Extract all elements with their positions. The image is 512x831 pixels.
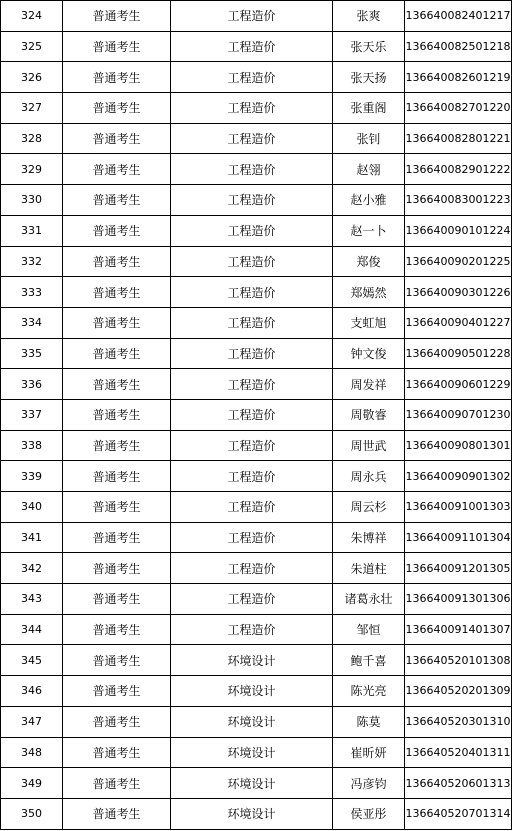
table-row	[1, 430, 512, 461]
exam-id-cell: 136640091101304	[405, 522, 512, 553]
row-number-cell: 342	[1, 553, 63, 584]
major-cell: 工程造价	[171, 62, 333, 93]
candidate-type-cell: 普通考生	[63, 215, 171, 246]
row-number-cell: 337	[1, 399, 63, 430]
major-cell: 工程造价	[171, 553, 333, 584]
candidate-name-cell: 郑俊	[333, 246, 405, 277]
candidate-name-cell: 周世武	[333, 430, 405, 461]
candidate-type-cell: 普通考生	[63, 93, 171, 124]
major-cell: 工程造价	[171, 31, 333, 62]
table-row	[1, 399, 512, 430]
candidate-type-cell: 普通考生	[63, 123, 171, 154]
exam-id-cell: 136640090401227	[405, 307, 512, 338]
candidate-type-cell: 普通考生	[63, 246, 171, 277]
row-number-cell: 330	[1, 185, 63, 216]
table-row	[1, 584, 512, 615]
table-row	[1, 676, 512, 707]
major-cell: 工程造价	[171, 277, 333, 308]
candidate-name-cell: 赵小雅	[333, 185, 405, 216]
exam-id-cell: 136640520201309	[405, 676, 512, 707]
major-cell: 工程造价	[171, 154, 333, 185]
major-cell: 工程造价	[171, 369, 333, 400]
candidate-type-cell: 普通考生	[63, 798, 171, 829]
exam-id-cell: 136640520601313	[405, 768, 512, 799]
candidate-name-cell: 朱博祥	[333, 522, 405, 553]
exam-id-cell: 136640090501228	[405, 338, 512, 369]
row-number-cell: 336	[1, 369, 63, 400]
table-row	[1, 553, 512, 584]
exam-id-cell: 136640082501218	[405, 31, 512, 62]
exam-id-cell: 136640082601219	[405, 62, 512, 93]
row-number-cell: 333	[1, 277, 63, 308]
table-row	[1, 62, 512, 93]
major-cell: 工程造价	[171, 185, 333, 216]
table-row	[1, 246, 512, 277]
exam-id-cell: 136640082701220	[405, 93, 512, 124]
candidate-table-body	[1, 1, 512, 830]
candidate-type-cell: 普通考生	[63, 706, 171, 737]
major-cell: 工程造价	[171, 307, 333, 338]
table-row	[1, 645, 512, 676]
table-row	[1, 768, 512, 799]
row-number-cell: 326	[1, 62, 63, 93]
major-cell: 工程造价	[171, 1, 333, 32]
major-cell: 工程造价	[171, 215, 333, 246]
table-row	[1, 461, 512, 492]
row-number-cell: 340	[1, 492, 63, 523]
major-cell: 工程造价	[171, 522, 333, 553]
exam-id-cell: 136640090201225	[405, 246, 512, 277]
major-cell: 环境设计	[171, 706, 333, 737]
row-number-cell: 334	[1, 307, 63, 338]
candidate-type-cell: 普通考生	[63, 614, 171, 645]
row-number-cell: 325	[1, 31, 63, 62]
candidate-name-cell: 鲍千喜	[333, 645, 405, 676]
candidate-type-cell: 普通考生	[63, 369, 171, 400]
exam-id-cell: 136640520301310	[405, 706, 512, 737]
candidate-name-cell: 崔昕妍	[333, 737, 405, 768]
major-cell: 环境设计	[171, 768, 333, 799]
row-number-cell: 328	[1, 123, 63, 154]
table-row	[1, 93, 512, 124]
exam-id-cell: 136640091301306	[405, 584, 512, 615]
exam-id-cell: 136640520101308	[405, 645, 512, 676]
candidate-name-cell: 赵一卜	[333, 215, 405, 246]
exam-id-cell: 136640520401311	[405, 737, 512, 768]
major-cell: 工程造价	[171, 614, 333, 645]
candidate-type-cell: 普通考生	[63, 461, 171, 492]
candidate-name-cell: 周云杉	[333, 492, 405, 523]
candidate-name-cell: 冯彦钧	[333, 768, 405, 799]
candidate-type-cell: 普通考生	[63, 584, 171, 615]
exam-id-cell: 136640520701314	[405, 798, 512, 829]
candidate-type-cell: 普通考生	[63, 399, 171, 430]
row-number-cell: 346	[1, 676, 63, 707]
row-number-cell: 335	[1, 338, 63, 369]
table-row	[1, 706, 512, 737]
row-number-cell: 324	[1, 1, 63, 32]
table-row	[1, 614, 512, 645]
candidate-name-cell: 侯亚彤	[333, 798, 405, 829]
row-number-cell: 347	[1, 706, 63, 737]
row-number-cell: 341	[1, 522, 63, 553]
candidate-type-cell: 普通考生	[63, 185, 171, 216]
table-row	[1, 369, 512, 400]
table-row	[1, 123, 512, 154]
row-number-cell: 345	[1, 645, 63, 676]
exam-id-cell: 136640090301226	[405, 277, 512, 308]
exam-id-cell: 136640090601229	[405, 369, 512, 400]
table-row	[1, 31, 512, 62]
candidate-name-cell: 张天乐	[333, 31, 405, 62]
exam-id-cell: 136640090101224	[405, 215, 512, 246]
candidate-type-cell: 普通考生	[63, 62, 171, 93]
row-number-cell: 339	[1, 461, 63, 492]
candidate-name-cell: 郑嫣然	[333, 277, 405, 308]
row-number-cell: 343	[1, 584, 63, 615]
exam-id-cell: 136640090701230	[405, 399, 512, 430]
candidate-type-cell: 普通考生	[63, 645, 171, 676]
table-row	[1, 522, 512, 553]
candidate-type-cell: 普通考生	[63, 277, 171, 308]
candidate-name-cell: 钟文俊	[333, 338, 405, 369]
row-number-cell: 331	[1, 215, 63, 246]
candidate-name-cell: 朱道柱	[333, 553, 405, 584]
candidate-type-cell: 普通考生	[63, 492, 171, 523]
row-number-cell: 350	[1, 798, 63, 829]
candidate-name-cell: 周永兵	[333, 461, 405, 492]
candidate-type-cell: 普通考生	[63, 430, 171, 461]
exam-id-cell: 136640082801221	[405, 123, 512, 154]
row-number-cell: 338	[1, 430, 63, 461]
row-number-cell: 349	[1, 768, 63, 799]
exam-id-cell: 136640082401217	[405, 1, 512, 32]
candidate-type-cell: 普通考生	[63, 31, 171, 62]
candidate-type-cell: 普通考生	[63, 737, 171, 768]
candidate-name-cell: 周发祥	[333, 369, 405, 400]
major-cell: 工程造价	[171, 399, 333, 430]
candidate-name-cell: 张钊	[333, 123, 405, 154]
table-row	[1, 277, 512, 308]
major-cell: 工程造价	[171, 123, 333, 154]
table-row	[1, 154, 512, 185]
row-number-cell: 327	[1, 93, 63, 124]
exam-id-cell: 136640091401307	[405, 614, 512, 645]
candidate-name-cell: 陈光亮	[333, 676, 405, 707]
candidate-name-cell: 张天扬	[333, 62, 405, 93]
row-number-cell: 348	[1, 737, 63, 768]
candidate-name-cell: 陈莫	[333, 706, 405, 737]
row-number-cell: 329	[1, 154, 63, 185]
major-cell: 环境设计	[171, 737, 333, 768]
candidate-type-cell: 普通考生	[63, 676, 171, 707]
candidate-type-cell: 普通考生	[63, 768, 171, 799]
exam-id-cell: 136640082901222	[405, 154, 512, 185]
candidate-name-cell: 支虹旭	[333, 307, 405, 338]
major-cell: 工程造价	[171, 246, 333, 277]
major-cell: 工程造价	[171, 492, 333, 523]
exam-id-cell: 136640083001223	[405, 185, 512, 216]
major-cell: 工程造价	[171, 338, 333, 369]
candidate-type-cell: 普通考生	[63, 1, 171, 32]
major-cell: 工程造价	[171, 584, 333, 615]
exam-id-cell: 136640090901302	[405, 461, 512, 492]
candidate-type-cell: 普通考生	[63, 338, 171, 369]
row-number-cell: 344	[1, 614, 63, 645]
major-cell: 环境设计	[171, 798, 333, 829]
candidate-type-cell: 普通考生	[63, 154, 171, 185]
exam-id-cell: 136640091201305	[405, 553, 512, 584]
exam-id-cell: 136640090801301	[405, 430, 512, 461]
table-row	[1, 215, 512, 246]
table-row	[1, 338, 512, 369]
major-cell: 工程造价	[171, 93, 333, 124]
candidate-name-cell: 邹恒	[333, 614, 405, 645]
major-cell: 环境设计	[171, 676, 333, 707]
table-row	[1, 798, 512, 829]
table-row	[1, 1, 512, 32]
candidate-name-cell: 赵翎	[333, 154, 405, 185]
candidate-name-cell: 张爽	[333, 1, 405, 32]
candidate-name-cell: 张重阁	[333, 93, 405, 124]
major-cell: 工程造价	[171, 430, 333, 461]
candidate-type-cell: 普通考生	[63, 307, 171, 338]
candidate-name-cell: 诸葛永壮	[333, 584, 405, 615]
exam-id-cell: 136640091001303	[405, 492, 512, 523]
major-cell: 环境设计	[171, 645, 333, 676]
table-row	[1, 492, 512, 523]
table-row	[1, 185, 512, 216]
candidate-type-cell: 普通考生	[63, 553, 171, 584]
table-row	[1, 737, 512, 768]
candidate-type-cell: 普通考生	[63, 522, 171, 553]
row-number-cell: 332	[1, 246, 63, 277]
table-row	[1, 307, 512, 338]
candidate-name-cell: 周敬睿	[333, 399, 405, 430]
major-cell: 工程造价	[171, 461, 333, 492]
